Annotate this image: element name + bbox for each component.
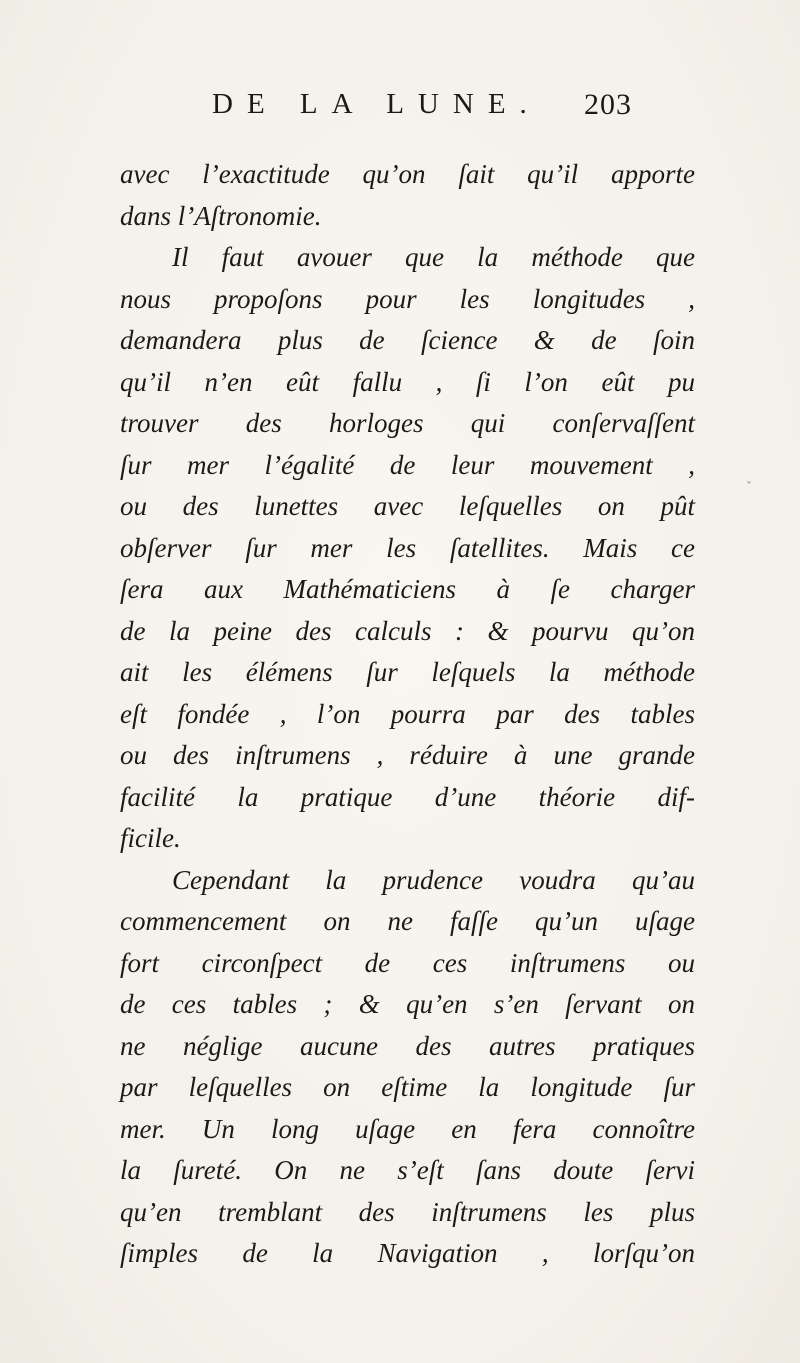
paragraph (120, 860, 695, 1275)
text-line: la ſureté. On ne s’eſt ſans doute ſervi (120, 1155, 695, 1185)
text-line: de la peine des calculs : & pourvu qu’on (120, 615, 695, 646)
text-line: eſt fondée , l’on pourra par des tables (120, 698, 695, 729)
text-line: dans l’Aſtronomie. (120, 200, 322, 231)
text-line: Cependant la prudence voudra qu’au (172, 864, 695, 895)
text-line: ſera aux Mathématiciens à ſe charger (120, 574, 695, 604)
text-line: obſerver ſur mer les ſatellites. Mais ce (120, 532, 695, 563)
text-line: ſur mer l’égalité de leur mouvement , (120, 449, 695, 480)
text-line: ou des lunettes avec leſquelles on pût (120, 491, 695, 521)
running-head-title: DE LA LUNE. (212, 88, 541, 120)
page-number: 203 (584, 88, 632, 121)
text-line: fort circonſpect de ces inſtrumens ou (120, 947, 695, 978)
text-line: mer. Un long uſage en fera connoître (120, 1113, 695, 1144)
text-line: qu’en tremblant des inſtrumens les plus (120, 1196, 695, 1227)
running-head (212, 88, 632, 128)
paragraph (120, 154, 695, 237)
text-line: de ces tables ; & qu’en s’en ſervant on (120, 989, 695, 1019)
text-line: ficile. (120, 823, 181, 853)
text-line: demandera plus de ſcience & de ſoin (120, 325, 695, 355)
text-line: ait les élémens ſur leſquels la méthode (120, 657, 695, 687)
text-line: par leſquelles on eſtime la longitude ſur (120, 1072, 695, 1102)
text-line: trouver des horloges qui conſervaſſent (120, 408, 695, 438)
text-line: facilité la pratique d’une théorie dif- (120, 781, 695, 812)
text-line: Il faut avouer que la méthode que (172, 242, 695, 272)
text-line: ou des inſtrumens , réduire à une grande (120, 740, 695, 770)
text-line: ne néglige aucune des autres pratiques (120, 1030, 695, 1061)
text-line: ſimples de la Navigation , lorſqu’on (120, 1238, 695, 1268)
body-text (120, 154, 695, 1275)
text-line: commencement on ne faſſe qu’un uſage (120, 906, 695, 936)
stray-mark: ˇ (746, 480, 752, 494)
text-line: qu’il n’en eût fallu , ſi l’on eût pu (120, 366, 695, 397)
text-line: nous propoſons pour les longitudes , (120, 283, 695, 314)
paragraph (120, 237, 695, 860)
text-line: avec l’exactitude qu’on ſait qu’il apporte (120, 159, 695, 189)
